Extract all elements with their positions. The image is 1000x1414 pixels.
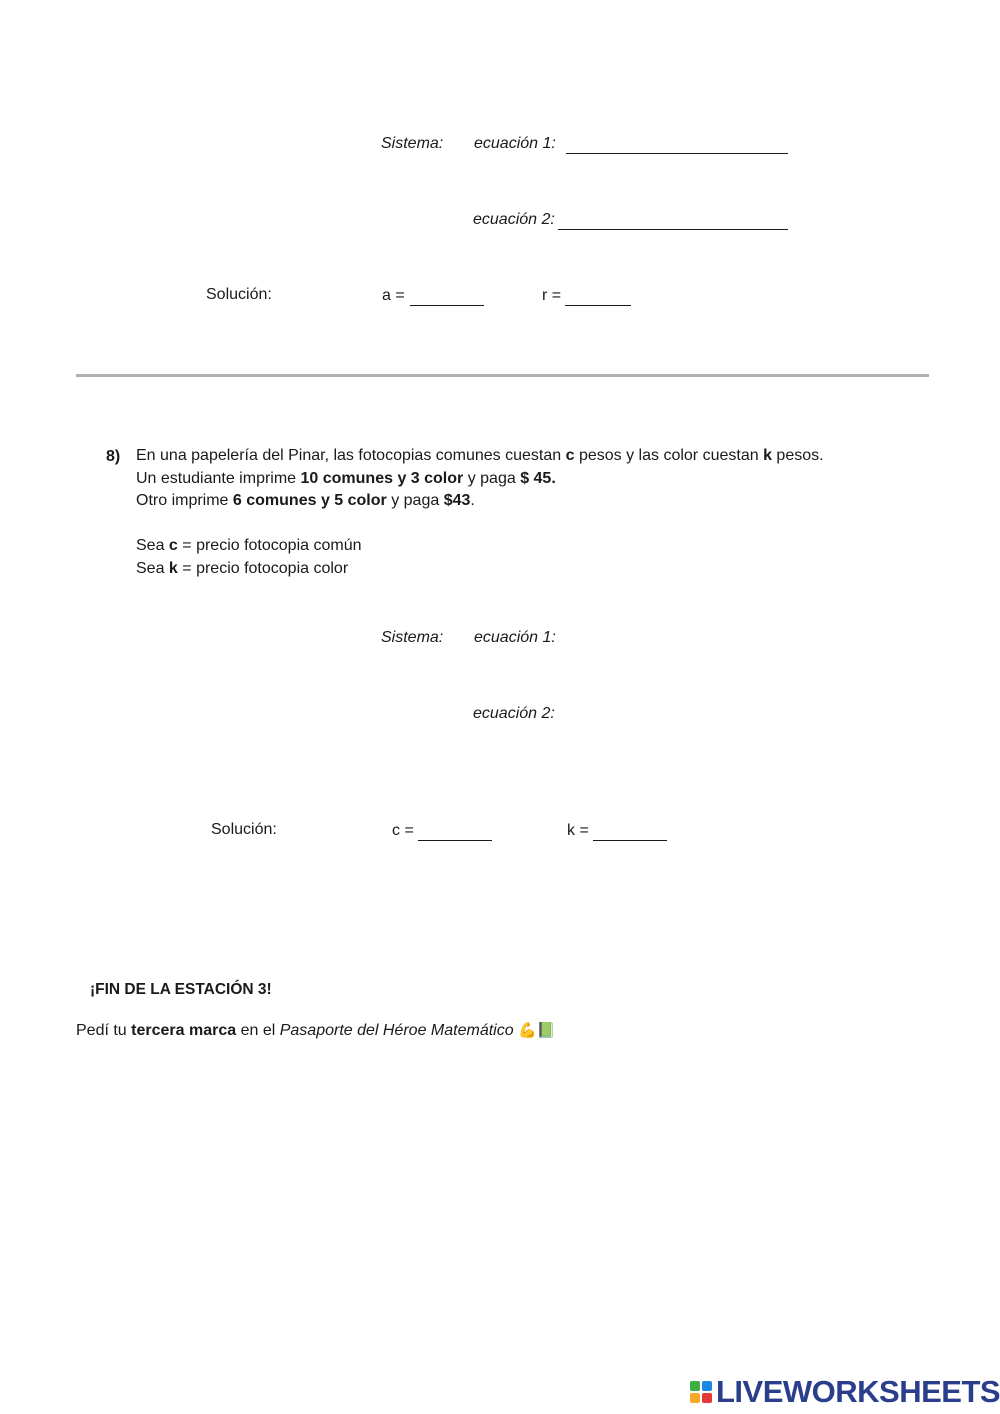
p8-statement [136, 445, 824, 580]
p8-eq1-label: ecuación 1: [474, 629, 556, 646]
p8-sea-c [136, 535, 824, 558]
p7-var-r-label: r = [542, 287, 562, 304]
station-end-title: ¡FIN DE LA ESTACIÓN 3! [90, 981, 272, 998]
passport-title: Pasaporte del Héroe Matemático [279, 1022, 514, 1039]
p7-eq1-label: ecuación 1: [474, 135, 556, 152]
muscle-book-icon: 💪📗 [518, 1021, 556, 1039]
p8-sistema-label: Sistema: [381, 629, 444, 646]
p7-var-a-input[interactable] [410, 287, 484, 306]
p8-line1-var-c: c [565, 447, 575, 464]
p8-line1-text-c: pesos. [771, 447, 824, 464]
p8-var-k-label: k = [567, 822, 589, 839]
p8-line1-text-a: En una papelería del Pinar, las fotocopias comunes cuestan [136, 447, 566, 464]
p8-sea-k [136, 558, 824, 581]
p8-spacer [136, 513, 824, 536]
p8-solucion-label: Solución: [211, 821, 277, 838]
passport-text-b: en el [236, 1022, 280, 1039]
p8-sea-c-var: c [168, 537, 178, 554]
p8-sea-k-prefix: Sea [136, 559, 169, 577]
p8-line2-text-a: Un estudiante imprime [136, 469, 301, 487]
p8-eq2-label: ecuación 2: [473, 705, 555, 722]
p7-eq1-input[interactable] [566, 135, 788, 154]
logo-square-2 [702, 1381, 712, 1391]
p8-sea-c-prefix: Sea [136, 537, 169, 554]
p8-eq1-input[interactable] [566, 626, 790, 650]
p7-solucion-label: Solución: [206, 286, 272, 303]
p8-eq2-input[interactable] [566, 702, 790, 726]
logo-square-1 [690, 1381, 700, 1391]
logo-square-3 [690, 1393, 700, 1403]
p8-line3-quantities: 6 comunes y 5 color [232, 492, 387, 509]
p8-sea-k-text: = precio fotocopia color [177, 559, 349, 577]
logo-square-4 [702, 1393, 712, 1403]
section-divider [76, 374, 929, 377]
p7-eq2-input[interactable] [558, 211, 788, 230]
p8-number: 8) [106, 448, 121, 465]
p8-var-k-input[interactable] [593, 822, 667, 841]
p8-line2-text-b: y paga [463, 469, 521, 487]
p8-line1-text-b: pesos y las color cuestan [574, 447, 764, 464]
p8-line2-price: $ 45. [520, 469, 556, 487]
passport-bold: tercera marca [131, 1022, 237, 1039]
p8-line3-price: $43 [443, 492, 471, 509]
liveworksheets-brand [690, 1374, 1000, 1410]
liveworksheets-wordmark: LIVEWORKSHEETS [716, 1374, 1000, 1409]
p8-var-c-input[interactable] [418, 822, 492, 841]
passport-text-a: Pedí tu [76, 1022, 132, 1039]
p8-line1 [136, 445, 824, 468]
p7-eq2-label: ecuación 2: [473, 211, 555, 228]
p8-line2 [136, 468, 824, 491]
p8-line2-quantities: 10 comunes y 3 color [300, 469, 464, 487]
p8-line1-var-k: k [763, 447, 772, 464]
p8-sea-c-text: = precio fotocopia común [177, 537, 362, 554]
p8-sea-k-var: k [168, 559, 178, 577]
p8-var-c-label: c = [392, 822, 414, 839]
passport-note [76, 1020, 555, 1041]
p8-line3-text-b: y paga [386, 492, 444, 509]
p8-line3-period: . [470, 492, 475, 509]
p7-var-a-label: a = [382, 287, 405, 304]
p7-sistema-label: Sistema: [381, 135, 444, 152]
p8-line3-text-a: Otro imprime [136, 492, 233, 509]
p7-var-r-input[interactable] [565, 287, 631, 306]
p8-line3 [136, 490, 824, 513]
liveworksheets-logo-icon [690, 1381, 712, 1403]
